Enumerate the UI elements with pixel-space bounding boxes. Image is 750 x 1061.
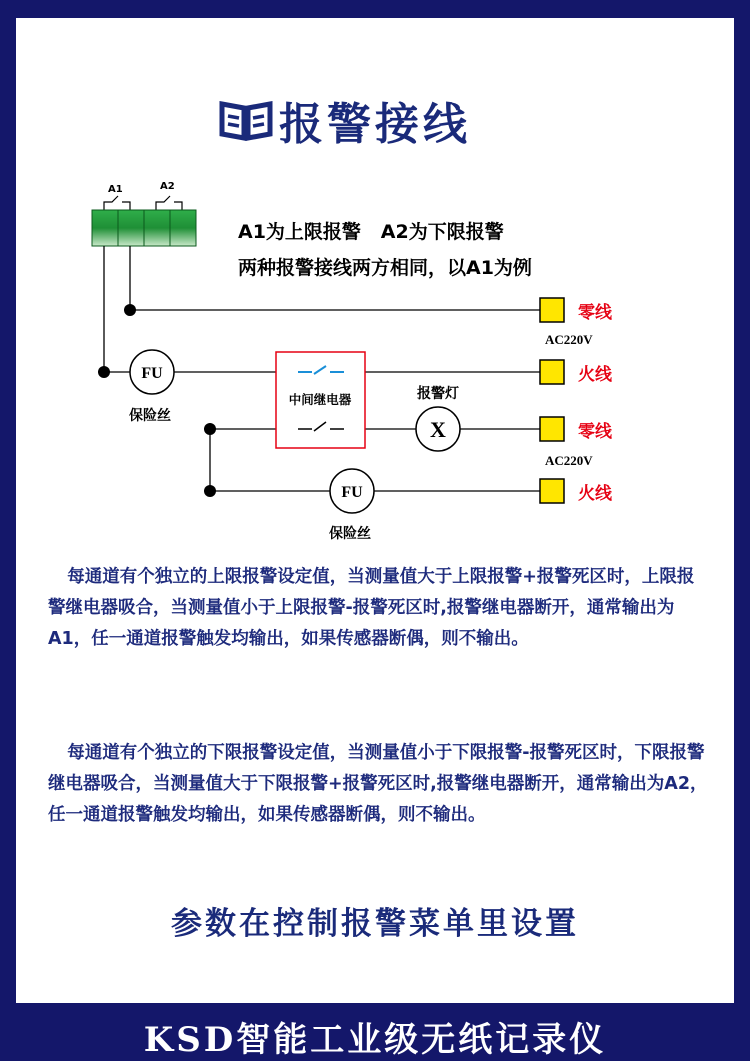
fuse-1-text: FU xyxy=(141,365,163,382)
fuse-1-caption: 保险丝 xyxy=(129,408,171,424)
relay-caption: 中间继电器 xyxy=(288,392,352,407)
ac-label-2: AC220V xyxy=(545,453,593,468)
relay-output-block xyxy=(92,181,196,246)
footer-brand: KSD智能工业级无纸记录仪 xyxy=(143,1020,607,1060)
terminal-2 xyxy=(540,360,613,385)
relay-label-a1: A1 xyxy=(108,184,123,195)
relay-label-a2: A2 xyxy=(160,181,175,192)
alarm-caption-line1: A1为上限报警 A2为下限报警 xyxy=(238,221,504,243)
terminal-1-label: 零线 xyxy=(578,303,612,323)
alarm-caption-line2: 两种报警接线两方相同，以A1为例 xyxy=(238,257,532,279)
upper-alarm-description: 每通道有个独立的上限报警设定值，当测量值大于上限报警+报警死区时，上限报警继电器吸合，当测量值小于上限报警-报警死区时,报警继电器断开，通常输出为A1，任一通道报警触发均输出，如果传感器断偶，则不输出。 xyxy=(48,567,695,649)
terminal-4 xyxy=(540,479,613,504)
settings-note: 参数在控制报警菜单里设置 xyxy=(171,906,579,942)
terminal-2-label: 火线 xyxy=(578,365,612,385)
fuse-2 xyxy=(329,469,374,542)
terminal-3-label: 零线 xyxy=(578,422,612,442)
intermediate-relay xyxy=(276,352,365,448)
alarm-lamp xyxy=(416,385,460,451)
lower-alarm-description: 每通道有个独立的下限报警设定值，当测量值小于下限报警-报警死区时，下限报警继电器吸合，当测量值大于下限报警+报警死区时,报警继电器断开，通常输出为A2，任一通道报警触发均输出，如果传感器断偶，则不输出。 xyxy=(48,743,708,825)
fuse-2-text: FU xyxy=(341,484,363,501)
lamp-caption: 报警灯 xyxy=(417,386,459,402)
terminal-1 xyxy=(540,298,613,323)
terminal-3 xyxy=(540,417,613,442)
page-title: 报警接线 xyxy=(279,99,471,150)
fuse-2-caption: 保险丝 xyxy=(329,526,371,542)
terminal-4-label: 火线 xyxy=(578,484,612,504)
lamp-symbol: X xyxy=(430,417,446,442)
fuse-1 xyxy=(129,350,174,424)
ac-label-1: AC220V xyxy=(545,332,593,347)
